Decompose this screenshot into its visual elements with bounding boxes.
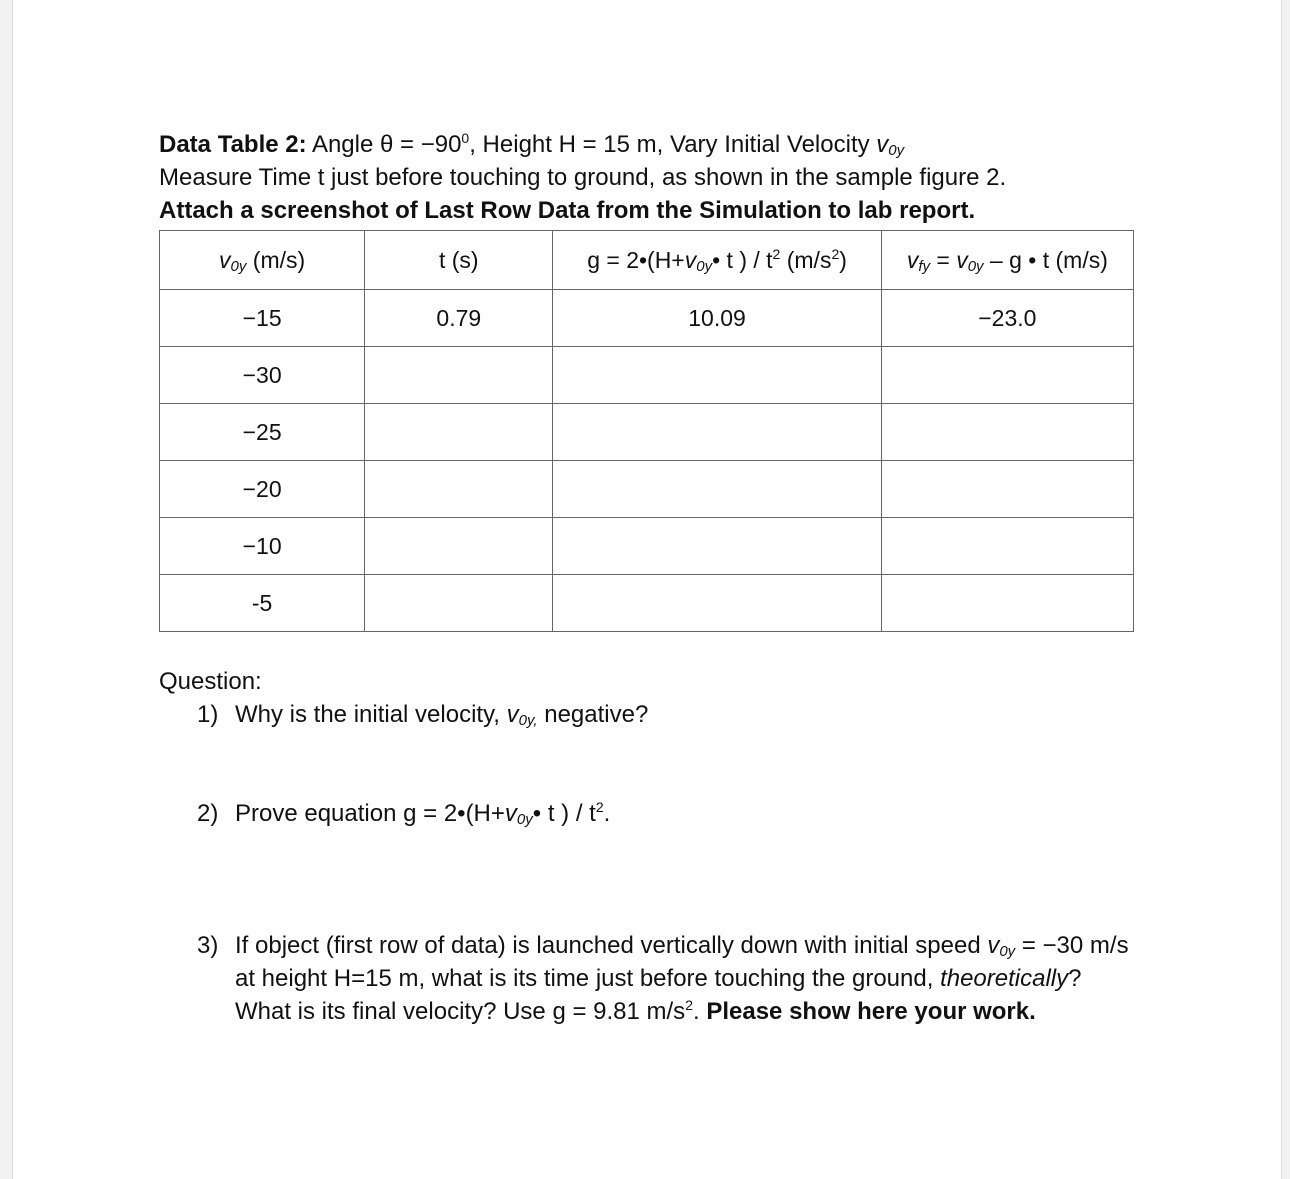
cell-t[interactable] bbox=[365, 518, 553, 575]
cell-vfy[interactable] bbox=[881, 518, 1133, 575]
cell-v0y: −20 bbox=[160, 461, 365, 518]
document-page bbox=[12, 0, 1282, 1179]
cell-g[interactable] bbox=[553, 518, 881, 575]
question-number: 2) bbox=[197, 800, 219, 827]
data-table bbox=[159, 230, 1134, 632]
table-row bbox=[160, 347, 1134, 404]
cell-g[interactable] bbox=[553, 575, 881, 632]
cell-vfy[interactable] bbox=[881, 461, 1133, 518]
height-text: , Height H = 15 m, Vary Initial Velocity bbox=[469, 131, 877, 158]
question-2: 2) Prove equation $g = 2•(H+v_{0y}•$ t ) / $t^2$. bbox=[197, 799, 611, 828]
worksheet-content bbox=[159, 128, 1149, 1028]
table-heading: Data Table 2: Angle $\theta = -90^0$, Height H = 15 m, Vary Initial Velocity $v_{0y}$ bbox=[159, 130, 905, 159]
cell-g[interactable] bbox=[553, 404, 881, 461]
cell-t[interactable] bbox=[365, 461, 553, 518]
cell-v0y: -5 bbox=[160, 575, 365, 632]
cell-g[interactable] bbox=[553, 461, 881, 518]
cell-t[interactable] bbox=[365, 404, 553, 461]
cell-t[interactable]: 0.79 bbox=[365, 290, 553, 347]
table-row bbox=[160, 404, 1134, 461]
cell-vfy[interactable]: −23.0 bbox=[881, 290, 1133, 347]
table-label: Data Table 2: bbox=[159, 131, 307, 158]
cell-g[interactable] bbox=[553, 347, 881, 404]
cell-v0y: −10 bbox=[160, 518, 365, 575]
measure-instruction: Measure Time t just before touching to ground, as shown in the sample figure 2. bbox=[159, 164, 1007, 191]
table-row bbox=[160, 461, 1134, 518]
header-vfy: $v_{fy} = v_{0y} - g$ • t (m/s) bbox=[881, 231, 1133, 290]
header-v0y: $v_{0y}$ (m/s) bbox=[160, 231, 365, 290]
cell-vfy[interactable] bbox=[881, 347, 1133, 404]
table-row bbox=[160, 518, 1134, 575]
attach-instruction: Attach a screenshot of Last Row Data from the Simulation to lab report. bbox=[159, 197, 976, 224]
header-row bbox=[160, 231, 1134, 290]
cell-vfy[interactable] bbox=[881, 575, 1133, 632]
table-row bbox=[160, 575, 1134, 632]
question-number: 1) bbox=[197, 701, 219, 728]
question-heading: Question: bbox=[159, 668, 262, 695]
cell-g[interactable]: 10.09 bbox=[553, 290, 881, 347]
header-g: $g = 2•(H+v_{0y}•$ t ) / $t^2$ $(m/s^2)$ bbox=[553, 231, 881, 290]
cell-v0y: −25 bbox=[160, 404, 365, 461]
cell-t[interactable] bbox=[365, 347, 553, 404]
question-1: 1) Why is the initial velocity, $v_{0y,}$ negative? bbox=[159, 698, 1149, 731]
table-row bbox=[160, 290, 1134, 347]
question-3: 3) If object (first row of data) is launched vertically down with initial speed $v_{0y} = -30$ m/s at height H=15 m, what is its time just before touching the ground, theoretically? What is its final velocity? Use g = 9.81 $m/s^2$. Please show here your work. bbox=[159, 929, 1135, 1028]
question-number: 3) bbox=[197, 932, 219, 959]
cell-vfy[interactable] bbox=[881, 404, 1133, 461]
cell-v0y: −15 bbox=[160, 290, 365, 347]
cell-t[interactable] bbox=[365, 575, 553, 632]
header-t: t (s) bbox=[365, 231, 553, 290]
cell-v0y: −30 bbox=[160, 347, 365, 404]
angle-text: Angle θ = −90 bbox=[311, 131, 462, 158]
